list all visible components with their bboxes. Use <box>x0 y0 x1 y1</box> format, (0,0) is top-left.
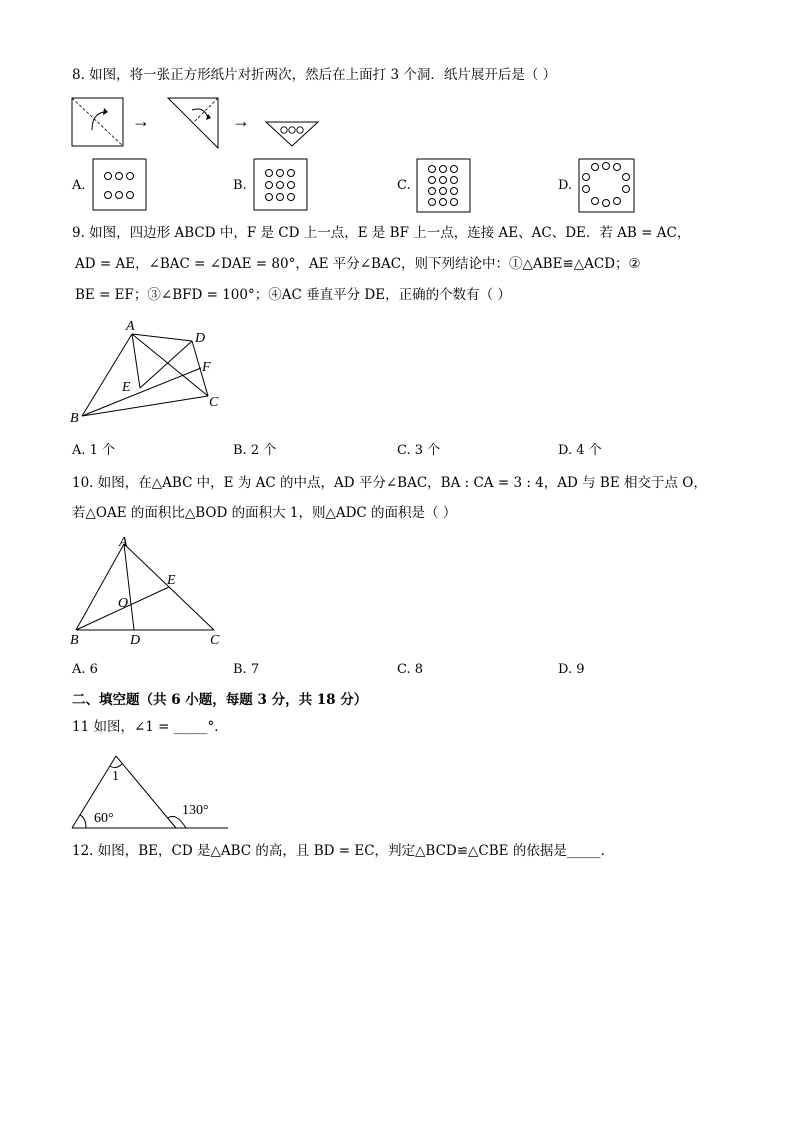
q8-option-b-label: B. <box>233 178 247 193</box>
q9-line-2: AD = AE，∠BAC = ∠DAE = 80°，AE 平分∠BAC，则下列结论中：①△ABE≌△ACD；② <box>75 256 641 272</box>
q10-label-d: D <box>130 633 141 648</box>
q8-folded-triangle <box>168 98 218 148</box>
q9-option-a[interactable]: A. 1 个 <box>72 443 116 458</box>
q11-angle-60-label: 60° <box>94 811 114 826</box>
q8-option-d-label: D. <box>558 178 573 193</box>
q8-option-a-label: A. <box>72 178 86 193</box>
q11-angle-130-label: 130° <box>182 803 209 818</box>
q10-label-a: A <box>119 535 128 550</box>
q9-option-b[interactable]: B. 2 个 <box>233 443 277 458</box>
q10-figure-triangle <box>66 532 230 650</box>
q12-text: 12. 如图，BE，CD 是△ABC 的高，且 BD = EC，判定△BCD≌△CBE 的依据是_____． <box>72 843 615 859</box>
q10-option-c[interactable]: C. 8 <box>397 662 424 677</box>
q8-option-d-figure[interactable] <box>578 158 636 214</box>
q10-label-b: B <box>70 633 79 648</box>
q11-angle-1-label: 1 <box>112 769 119 784</box>
q9-option-c[interactable]: C. 3 个 <box>397 443 441 458</box>
section-2-title: 二、填空题（共 6 小题，每题 3 分，共 18 分） <box>72 692 368 708</box>
q9-label-f: F <box>202 360 211 375</box>
q10-line-1: 10. 如图，在△ABC 中，E 为 AC 的中点，AD 平分∠BAC，BA : CA = 3 : 4，AD 与 BE 相交于点 O， <box>72 475 707 491</box>
q9-label-e: E <box>122 380 131 395</box>
q10-option-d[interactable]: D. 9 <box>558 662 585 677</box>
q9-label-c: C <box>209 395 219 410</box>
q8-arrow-1: → <box>132 111 150 131</box>
q8-option-c-figure[interactable] <box>416 158 472 214</box>
q9-label-a: A <box>126 319 135 334</box>
q10-label-c: C <box>210 633 220 648</box>
q10-label-o: O <box>118 596 129 611</box>
q8-option-a-figure[interactable] <box>92 158 148 212</box>
q9-option-d[interactable]: D. 4 个 <box>558 443 602 458</box>
q10-option-b[interactable]: B. 7 <box>233 662 260 677</box>
q9-line-1: 9. 如图，四边形 ABCD 中，F 是 CD 上一点，E 是 BF 上一点，连接 AE、AC、DE．若 AB = AC， <box>72 225 691 241</box>
q8-square-paper <box>72 98 123 146</box>
q8-option-b-figure[interactable] <box>253 158 309 212</box>
q11-figure-triangle <box>66 748 232 834</box>
q8-arrow-2: → <box>232 111 250 131</box>
q9-figure-quadrilateral <box>66 316 236 428</box>
q9-line-3: BE = EF；③∠BFD = 100°；④AC 垂直平分 DE，正确的个数有（ ） <box>75 287 511 303</box>
q10-line-2: 若△OAE 的面积比△BOD 的面积大 1，则△ADC 的面积是（ ） <box>72 505 457 521</box>
q8-option-c-label: C. <box>397 178 411 193</box>
q8-fold-figure <box>70 96 340 152</box>
q8-punched-triangle <box>266 122 318 146</box>
q9-label-b: B <box>70 411 79 426</box>
q9-label-d: D <box>195 331 206 346</box>
q10-option-a[interactable]: A. 6 <box>72 662 98 677</box>
q11-text: 11 如图，∠1 = _____°． <box>72 719 228 735</box>
q10-label-e: E <box>167 573 176 588</box>
q8-text: 8. 如图，将一张正方形纸片对折两次，然后在上面打 3 个洞．纸片展开后是（ ） <box>72 67 557 83</box>
